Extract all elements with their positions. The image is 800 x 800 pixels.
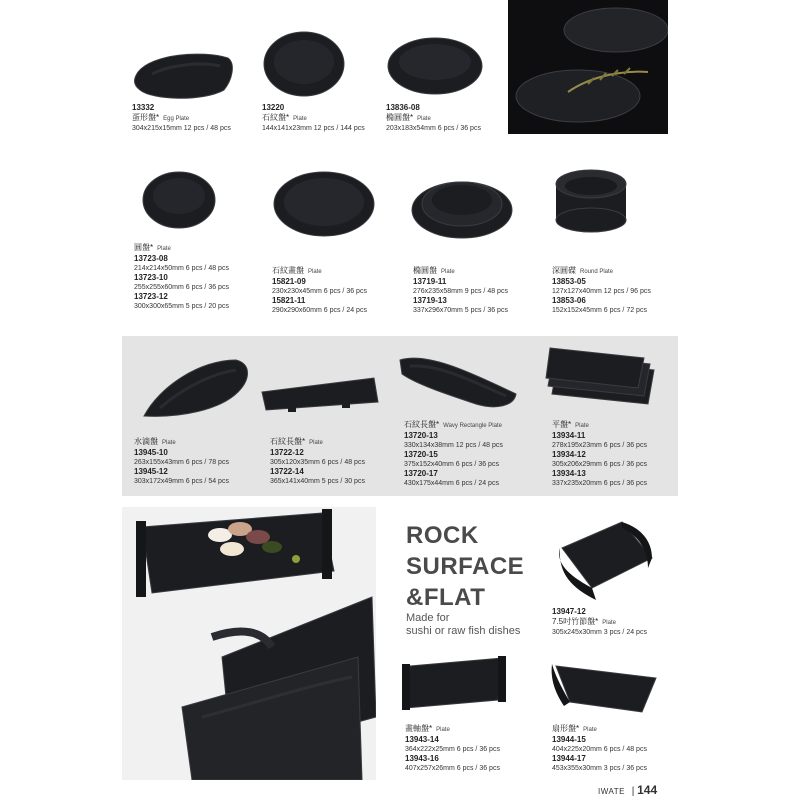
product-name: 扇形盤*	[552, 724, 580, 733]
product-spec: 303x172x49mm 6 pcs / 54 pcs	[134, 478, 229, 485]
wavy-rectangle-plate-image	[396, 350, 522, 412]
feature-title-line: SURFACE	[406, 553, 525, 580]
product-13332	[132, 103, 231, 133]
product-name-en: Plate	[293, 116, 307, 122]
product-code: 13719-13	[413, 296, 447, 305]
product-spec: 203x183x54mm 6 pcs / 36 pcs	[386, 125, 481, 132]
product-spec: 230x230x45mm 6 pcs / 36 pcs	[272, 288, 367, 295]
flat-plate-set-image	[544, 346, 662, 408]
product-code: 13723-12	[134, 292, 168, 301]
feature-title-line: ROCK	[406, 522, 479, 549]
feature-subtitle-line: Made for	[406, 612, 450, 624]
product-name-en: Plate	[308, 269, 322, 275]
product-code: 13722-14	[270, 467, 304, 476]
product-name-en: Plate	[602, 620, 616, 626]
product-name: 圓盤*	[134, 243, 154, 252]
product-code: 13723-08	[134, 254, 168, 263]
product-spec: 365x141x40mm 5 pcs / 30 pcs	[270, 478, 365, 485]
product-spec: 404x225x20mm 6 pcs / 48 pcs	[552, 746, 647, 753]
product-13944	[552, 724, 647, 773]
product-code: 13836-08	[386, 103, 420, 112]
product-name-en: Egg Plate	[163, 116, 190, 122]
product-name-en: Plate	[162, 440, 176, 446]
product-spec: 453x355x30mm 3 pcs / 36 pcs	[552, 765, 647, 772]
product-code: 13943-14	[405, 735, 439, 744]
page-footer	[598, 783, 657, 797]
product-spec: 407x257x26mm 6 pcs / 36 pcs	[405, 765, 500, 772]
product-code: 13944-15	[552, 735, 586, 744]
product-13836-08	[386, 103, 481, 133]
product-15821	[272, 266, 367, 315]
product-name-en: Plate	[583, 727, 597, 733]
product-13943	[405, 724, 500, 773]
product-name-en: Plate	[575, 423, 589, 429]
product-code: 13934-13	[552, 469, 586, 478]
product-name-en: Plate	[157, 246, 171, 252]
product-code: 13720-13	[404, 431, 438, 440]
product-code: 13332	[132, 103, 155, 112]
product-spec: 214x214x50mm 6 pcs / 48 pcs	[134, 265, 229, 272]
stone-long-plate-image	[258, 374, 380, 414]
product-code: 13722-12	[270, 448, 304, 457]
product-spec: 305x120x35mm 6 pcs / 48 pcs	[270, 459, 365, 466]
product-name: 畫軸盤*	[405, 724, 433, 733]
scroll-plate-image	[398, 656, 510, 712]
product-spec: 144x141x23mm 12 pcs / 144 pcs	[262, 125, 365, 132]
product-code: 13934-11	[552, 431, 586, 440]
feature-title-line: &FLAT	[406, 584, 486, 611]
product-name-en: Wavy Rectangle Plate	[443, 423, 502, 429]
product-name: 蛋形盤*	[132, 113, 160, 122]
stone-painting-plate-image	[272, 166, 376, 238]
product-13722	[270, 437, 365, 486]
product-name: 石紋長盤*	[404, 420, 440, 429]
product-code: 13720-15	[404, 450, 438, 459]
product-name-en: Plate	[417, 116, 431, 122]
product-code: 13943-16	[405, 754, 439, 763]
product-code: 13853-05	[552, 277, 586, 286]
product-code: 15821-09	[272, 277, 306, 286]
product-name-en: Plate	[309, 440, 323, 446]
product-name: 橢圓盤	[413, 266, 437, 275]
stone-plate-image	[262, 26, 346, 98]
product-name: 石紋盤*	[262, 113, 290, 122]
product-code: 13947-12	[552, 607, 586, 616]
product-code: 13944-17	[552, 754, 586, 763]
product-spec: 364x222x25mm 6 pcs / 36 pcs	[405, 746, 500, 753]
product-code: 15821-11	[272, 296, 306, 305]
feature-subtitle-line: sushi or raw fish dishes	[406, 625, 521, 637]
product-spec: 375x152x40mm 6 pcs / 36 pcs	[404, 461, 499, 468]
product-spec: 263x155x43mm 6 pcs / 78 pcs	[134, 459, 229, 466]
product-name: 平盤*	[552, 420, 572, 429]
product-code: 13934-12	[552, 450, 586, 459]
product-spec: 152x152x45mm 6 pcs / 72 pcs	[552, 307, 647, 314]
plated-dish-photo	[508, 0, 668, 134]
plated-dish-illustration	[508, 0, 668, 134]
product-code: 13723-10	[134, 273, 168, 282]
brand-name: IWATE	[598, 787, 625, 796]
product-spec: 278x195x23mm 6 pcs / 36 pcs	[552, 442, 647, 449]
product-spec: 305x245x30mm 3 pcs / 24 pcs	[552, 629, 647, 636]
product-spec: 304x215x15mm 12 pcs / 48 pcs	[132, 125, 231, 132]
product-code: 13945-10	[134, 448, 168, 457]
page-number: 144	[637, 783, 658, 797]
product-name-en: Plate	[441, 269, 455, 275]
product-spec: 330x134x38mm 12 pcs / 48 pcs	[404, 442, 503, 449]
product-13947-12	[552, 607, 647, 637]
product-name: 深圓碟	[552, 266, 576, 275]
water-drop-plate-image	[140, 356, 252, 422]
footer-separator: |	[631, 786, 635, 797]
product-13720	[404, 420, 503, 488]
round-plate-image	[140, 166, 218, 230]
product-spec: 300x300x65mm 5 pcs / 20 pcs	[134, 303, 229, 310]
product-13220	[262, 103, 365, 133]
product-name: 橢圓盤*	[386, 113, 414, 122]
product-code: 13853-06	[552, 296, 586, 305]
oval-plate-image	[386, 34, 484, 96]
product-spec: 337x235x20mm 6 pcs / 36 pcs	[552, 480, 647, 487]
product-code: 13220	[262, 103, 285, 112]
product-spec: 305x206x29mm 6 pcs / 36 pcs	[552, 461, 647, 468]
product-13853	[552, 266, 651, 315]
product-13723	[134, 243, 229, 311]
product-name-en: Round Plate	[580, 269, 614, 275]
product-spec: 255x255x60mm 6 pcs / 36 pcs	[134, 284, 229, 291]
sushi-plates-illustration	[122, 507, 376, 780]
deep-round-plate-image	[552, 166, 630, 236]
oval-plate-set-image	[410, 170, 514, 240]
sushi-plates-photo	[122, 507, 376, 780]
product-name: 石紋長盤*	[270, 437, 306, 446]
product-name-en: Plate	[436, 727, 450, 733]
product-code: 13719-11	[413, 277, 447, 286]
product-code: 13720-17	[404, 469, 438, 478]
product-13945	[134, 437, 229, 486]
product-spec: 430x175x44mm 6 pcs / 24 pcs	[404, 480, 499, 487]
product-name: 石紋畫盤	[272, 266, 304, 275]
feature-subtitle	[406, 612, 520, 638]
product-spec: 276x235x58mm 9 pcs / 48 pcs	[413, 288, 508, 295]
product-13934	[552, 420, 647, 488]
egg-plate-image	[132, 50, 236, 102]
product-name: 7.5吋竹節盤*	[552, 617, 599, 626]
feature-title	[406, 520, 524, 613]
bamboo-plate-image	[552, 518, 656, 604]
product-spec: 337x296x70mm 5 pcs / 36 pcs	[413, 307, 508, 314]
product-spec: 127x127x40mm 12 pcs / 96 pcs	[552, 288, 651, 295]
product-13719	[413, 266, 508, 315]
product-code: 13945-12	[134, 467, 168, 476]
product-spec: 290x290x60mm 6 pcs / 24 pcs	[272, 307, 367, 314]
fan-plate-image	[546, 658, 662, 714]
product-name: 水滴盤	[134, 437, 158, 446]
